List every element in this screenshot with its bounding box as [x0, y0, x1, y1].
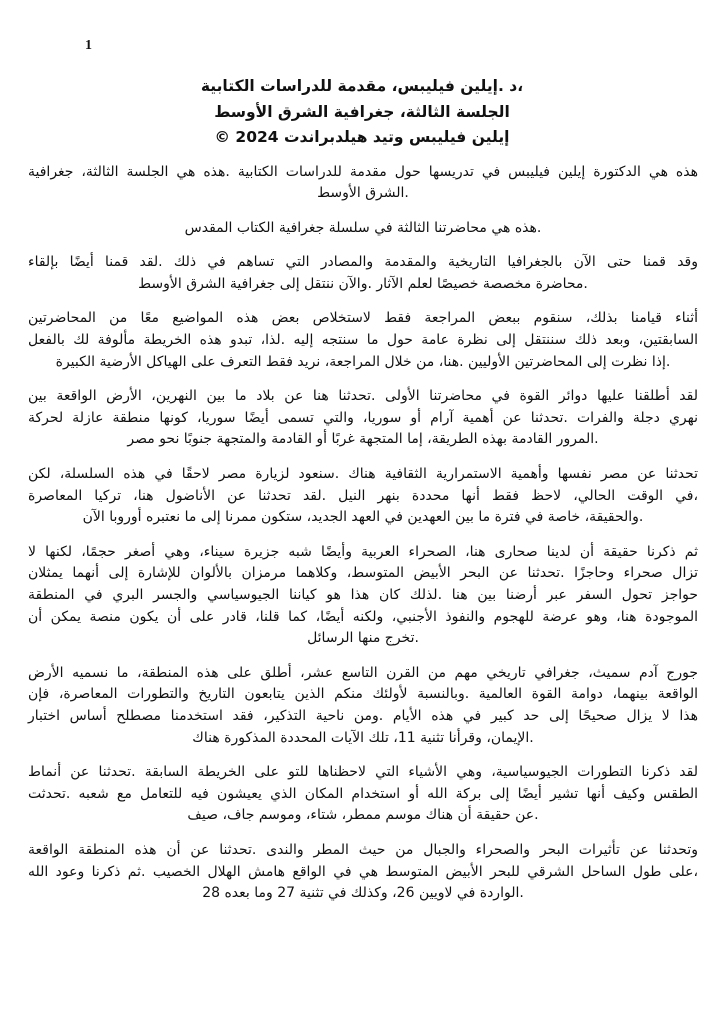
- text-line: وتحدثنا عن تأثيرات البحر والصحراء والجبال من حيث المطر والندى .تحدثنا عن أن هذه المنطقة الواقعة: [28, 841, 698, 858]
- body-paragraph: [28, 840, 698, 905]
- text-line: .الإيمان، وقرأنا تثنية 11، تلك الآيات المحددة المذكورة هناك: [192, 729, 534, 746]
- text-line: ،في الوقت الحالي، لاحظ فقط أنها محددة بنهر النيل .لقد تحدثنا عن الأناضول هنا، تركيا المعاصرة: [28, 487, 698, 504]
- text-line: الواقعة بينهما، دوامة القوة العالمية .وبالنسبة لأولئك منكم الذين يتابعون التاريخ والتطورات المعاصرة، فإن: [28, 686, 698, 703]
- text-line: هذا لا يزال صحيحًا إلى حد كبير في هذه الأيام .ومن ناحية التذكير، فقد استخدمنا مصطلح أساس اختبار: [28, 707, 698, 724]
- text-line: هذه هي الدكتورة إيلين فيليبس في تدريسها حول مقدمة للدراسات الكتابية .هذه هي الجلسة الثالثة، جغرافية: [28, 163, 698, 180]
- text-line: الموجودة هنا، وهو عرضة للهجوم والنفوذ الأجنبي، ولكنه أيضًا، كما قلنا، قادر على أن يكون منصة يمكن أن: [28, 608, 698, 625]
- text-line: .والحقيقة، خاصة في فترة ما بين العهدين في العهد الجديد، ستكون ممرنا إلى ما نعتبره أوروبا الآن: [82, 509, 644, 526]
- text-line: .المرور القادمة بهذه الطريقة، إما المتجهة غربًا أو القادمة والمتجهة جنوبًا نحو مصر: [127, 431, 599, 448]
- body-paragraph: [28, 252, 698, 295]
- text-line: أثناء قيامنا بذلك، سنقوم ببعض المراجعة فقط لاستخلاص بعض هذه المواضيع معًا من المحاضرتين: [28, 310, 698, 327]
- text-line: .الشرق الأوسط: [317, 185, 409, 202]
- body-paragraph: [28, 218, 698, 240]
- text-line: جورج آدم سميث، جغرافي تاريخي مهم من القرن التاسع عشر، أطلق على هذه المنطقة، ما نسميه الأرض: [28, 664, 698, 681]
- text-line: .محاضرة مخصصة خصيصًا لعلم الآثار .والآن ننتقل إلى جغرافية الشرق الأوسط: [138, 275, 588, 292]
- body-paragraph: [28, 542, 698, 650]
- text-line: الطقس وكيف أنها تشير أيضًا إلى بركة الله أو استخدام المكان الذي يعيشون فيه للتعامل مع شعبه .تحدثت: [28, 785, 698, 802]
- copyright-line: إيلين فيليبس وتيد هيلدبراندت 2024 ©: [214, 128, 510, 146]
- text-line: ثم ذكرنا حقيقة أن لدينا صحارى هنا، الصحراء العربية وأيضًا شبه جزيرة سيناء، وهي أصغر حجمًا، لكنها لا: [28, 543, 698, 560]
- text-line: تحدثنا عن مصر نفسها وأهمية الاستمرارية الثقافية هناك .سنعود لزيارة مصر لاحقًا في هذه السلسلة، لكن: [28, 466, 698, 483]
- text-line: لقد ذكرنا التطورات الجيوسياسية، وهي الأشياء التي لاحظناها للتو على الخريطة السابقة .تحدثنا عن أنماط: [28, 764, 698, 781]
- session-line: الجلسة الثالثة، جغرافية الشرق الأوسط: [214, 102, 510, 121]
- page-number: 1: [85, 38, 92, 53]
- text-line: لقد أطلقنا عليها دوائر القوة في محاضرتنا الأولى .تحدثنا هنا عن بلاد ما بين النهرين، الأرض الواقعة بين: [28, 388, 698, 405]
- body-paragraph: [28, 386, 698, 451]
- body-paragraph: [28, 162, 698, 205]
- body-paragraph: [28, 308, 698, 373]
- text-line: .إذا نظرت إلى المحاضرتين الأوليين .هنا، من خلال المراجعة، نريد فقط التعرف على الهياكل الأرضية الكبيرة: [55, 353, 671, 370]
- text-line: .هذه هي محاضرتنا الثالثة في سلسلة جغرافية الكتاب المقدس: [184, 219, 542, 236]
- text-line: وقد قمنا حتى الآن بالجغرافيا التاريخية والمقدمة والمصادر التي تساهم في ذلك .لقد قمنا أيضًا بإلقاء: [28, 254, 698, 271]
- text-line: .تخرج منها الرسائل: [307, 630, 419, 647]
- body-paragraph: [28, 464, 698, 529]
- text-line: ،على طول الساحل الشرقي للبحر الأبيض المتوسط هي في الواقع هامش الهلال الخصيب .ثم ذكرنا وعود الله: [28, 863, 698, 880]
- document-header: [0, 0, 724, 151]
- text-line: تزال صحراء وحاجزًا .تحدثنا عن البحر الأبيض المتوسط، وكلاهما مرمزان بالألوان للإشارة إلى أنهما يمثلان: [28, 565, 698, 582]
- text-line: .عن حقيقة أن هناك موسم ممطر، شتاء، وموسم جاف، صيف: [187, 807, 539, 824]
- text-line: حواجز تحول السفر عبر أرضنا بين هنا .لذلك كان هذا هو كياننا الجيوسياسي والجسر البري في المنطقة: [28, 587, 698, 603]
- text-line: نهري دجلة والفرات .تحدثنا عن أهمية آرام أو سوريا، والتي تسمى أيضًا سوريا، كونها منطقة عازلة لحركة: [28, 409, 698, 426]
- text-line: السابقتين، وبعد ذلك سننتقل إلى نظرة عامة حول ما سنتجه إليه .لذا، تبدو هذه الخريطة مألوفة لك بالفعل: [28, 332, 698, 349]
- body-paragraph: [28, 663, 698, 749]
- title-line: ،د .إيلين فيليبس، مقدمة للدراسات الكتابية: [200, 77, 524, 95]
- text-line: .الواردة في لاويين 26، وكذلك في تثنية 27 وما بعده 28: [202, 885, 524, 902]
- body-paragraph: [28, 762, 698, 827]
- document-body: [0, 151, 724, 905]
